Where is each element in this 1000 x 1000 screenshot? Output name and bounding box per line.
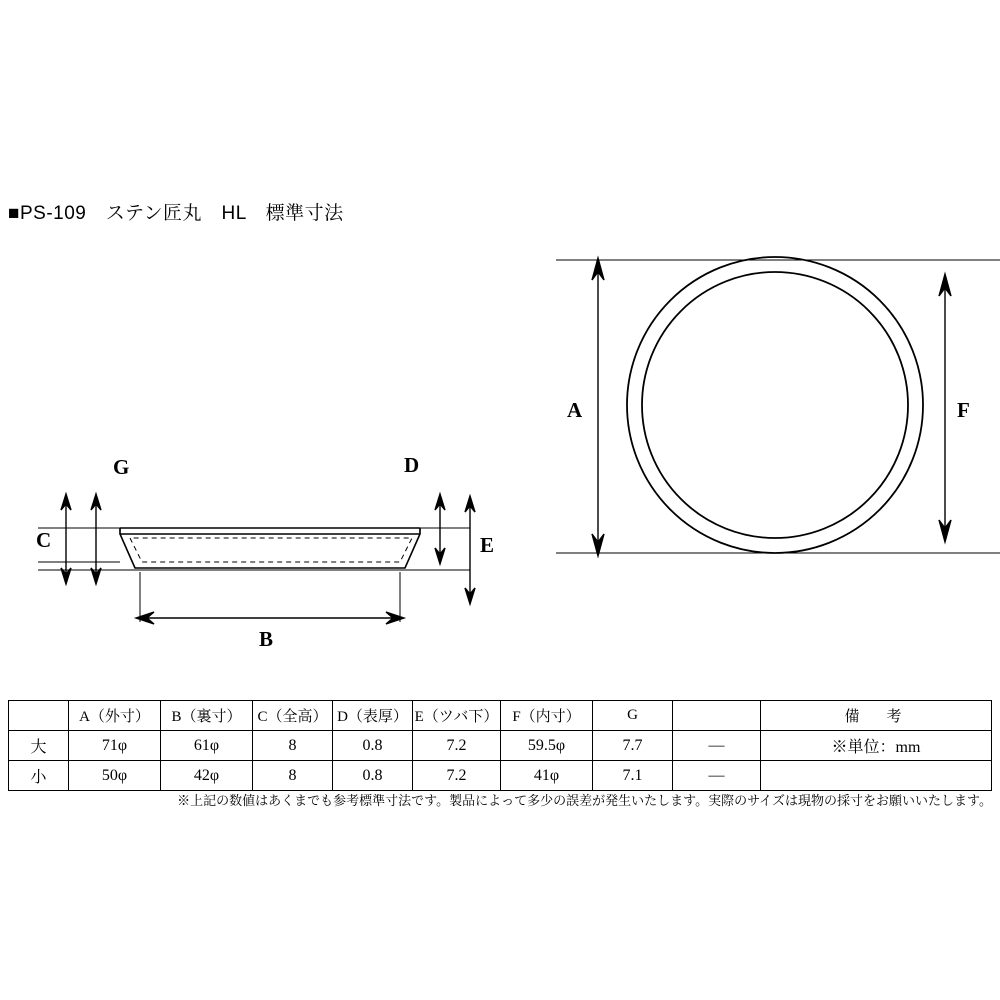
cell-F-small: 41φ <box>501 761 593 791</box>
col-head-remarks: 備 考 <box>761 701 992 731</box>
drawing-svg <box>0 250 1000 670</box>
dimension-label-C: C <box>36 528 52 552</box>
dimension-label-F: F <box>957 398 970 422</box>
col-head-D: D（表厚） <box>333 701 413 731</box>
cell-size-large: 大 <box>9 731 69 761</box>
cell-A-small: 50φ <box>69 761 161 791</box>
table-row <box>9 761 992 791</box>
cell-size-small: 小 <box>9 761 69 791</box>
footnote: ※上記の数値はあくまでも参考標準寸法です。製品によって多少の誤差が発生いたします。実際のサイズは現物の採寸をお願いいたします。 <box>177 793 992 808</box>
col-head-B: B（裏寸） <box>161 701 253 731</box>
col-head-blank <box>673 701 761 731</box>
table-header-row <box>9 701 992 731</box>
table-row <box>9 731 992 761</box>
cell-G-small: 7.1 <box>593 761 673 791</box>
cell-blank-large: ― <box>673 731 761 761</box>
cell-B-large: 61φ <box>161 731 253 761</box>
cell-A-large: 71φ <box>69 731 161 761</box>
dimension-label-D: D <box>404 453 420 477</box>
cell-B-small: 42φ <box>161 761 253 791</box>
cell-remarks-small <box>761 761 992 791</box>
technical-drawing <box>0 250 1000 670</box>
dimension-label-A: A <box>567 398 583 422</box>
cell-G-large: 7.7 <box>593 731 673 761</box>
cell-D-large: 0.8 <box>333 731 413 761</box>
cell-remarks-large: ※単位：mm <box>761 731 992 761</box>
title-square-marker: ■ <box>8 203 20 224</box>
dimension-label-B: B <box>259 627 274 651</box>
title-text: PS-109 ステン匠丸 HL 標準寸法 <box>19 203 344 224</box>
page-title <box>8 198 344 225</box>
col-head-F: F（内寸） <box>501 701 593 731</box>
col-head-E: E（ツバ下） <box>413 701 501 731</box>
cell-F-large: 59.5φ <box>501 731 593 761</box>
cell-C-small: 8 <box>253 761 333 791</box>
cell-E-large: 7.2 <box>413 731 501 761</box>
col-head-A: A（外寸） <box>69 701 161 731</box>
spec-table-wrapper <box>8 700 992 791</box>
cell-blank-small: ― <box>673 761 761 791</box>
cell-C-large: 8 <box>253 731 333 761</box>
dimension-label-G: G <box>113 455 130 479</box>
col-head-C: C（全高） <box>253 701 333 731</box>
dimension-label-E: E <box>480 533 495 557</box>
col-head-size <box>9 701 69 731</box>
cell-E-small: 7.2 <box>413 761 501 791</box>
spec-table <box>8 700 992 791</box>
col-head-G: G <box>593 701 673 731</box>
cell-D-small: 0.8 <box>333 761 413 791</box>
